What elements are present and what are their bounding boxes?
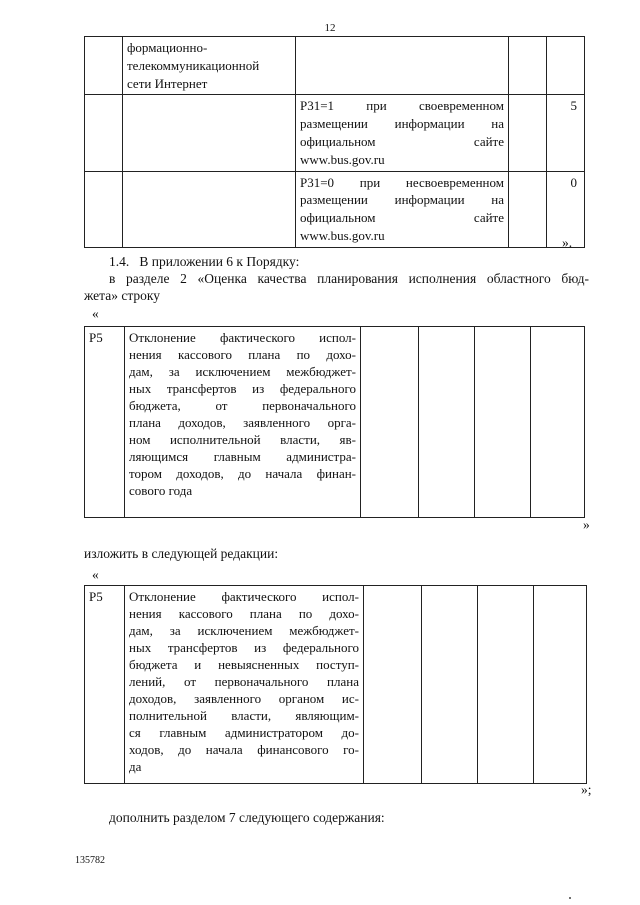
table-cell <box>85 327 125 518</box>
table-row <box>85 37 585 95</box>
score-value: 0 <box>570 174 577 190</box>
closing-quote: ». <box>562 235 573 250</box>
criterion-name-text: формационно- телекоммуникационной сети Интернет <box>127 40 260 91</box>
page-number: 12 <box>324 22 336 34</box>
table-cell <box>422 586 478 784</box>
table-cell <box>296 37 509 95</box>
indicator-description: Отклонение фактического испол- нения кассового плана по дохо- дам, за исключением межбюджет- ных трансфертов из федерального бюджета, от первоначального плана доходов, заявленного орга- ном исполнительной власти, яв- ляющимся главным администра- тором доходов, до начала финан- сового года <box>129 330 356 498</box>
current-wording-table <box>84 326 585 518</box>
table-row <box>85 586 587 784</box>
table-cell <box>123 37 296 95</box>
table-cell <box>534 586 587 784</box>
table-cell <box>475 327 531 518</box>
table-cell <box>296 95 509 171</box>
document-footer-number: 135782 <box>75 855 105 866</box>
table-cell <box>123 95 296 171</box>
indicator-code: Р5 <box>89 330 103 345</box>
paragraph-add-section-7: дополнить разделом 7 следующего содержания: <box>109 810 385 825</box>
indicator-description: Отклонение фактического испол- нения кассового плана по дохо- дам, за исключением межбюджет- ных трансфертов из федерального бюджета и невыясненных поступ- лений, от первоначального плана доходов, заявленного органом ис- полнительной власти, являющим- ся главным администратором до- ходов, до начала финансового го- да <box>129 589 359 774</box>
paragraph-section-2-line-2: жета» строку <box>84 288 160 303</box>
table-cell <box>296 171 509 247</box>
table-cell <box>547 37 585 95</box>
table-cell <box>85 586 125 784</box>
table-cell <box>85 37 123 95</box>
table-cell <box>125 586 364 784</box>
table-cell <box>125 327 361 518</box>
closing-quote: » <box>583 517 590 532</box>
table-cell <box>361 327 419 518</box>
score-value: 5 <box>570 98 577 114</box>
table-cell <box>85 95 123 171</box>
table-cell <box>531 327 585 518</box>
condition-text: Р31=1 при своевременном размещении информации на официальном сайте www.bus.gov.ru <box>300 98 504 167</box>
new-wording-table <box>84 585 587 784</box>
scan-speck <box>569 897 571 899</box>
table-row <box>85 171 585 247</box>
closing-quote: »; <box>581 782 592 797</box>
paragraph-edit: изложить в следующей редакции: <box>84 546 279 561</box>
table-cell <box>364 586 422 784</box>
paragraph-section-2-line-1: в разделе 2 «Оценка качества планирования исполнения областного бюд- <box>109 271 589 286</box>
table-row <box>85 327 585 518</box>
opening-quote: « <box>92 567 99 582</box>
indicator-code: Р5 <box>89 589 103 604</box>
table-cell <box>85 171 123 247</box>
table-cell <box>478 586 534 784</box>
table-row <box>85 95 585 171</box>
table-cell <box>123 171 296 247</box>
paragraph-1-4: 1.4. В приложении 6 к Порядку: <box>109 254 300 269</box>
table-cell <box>547 95 585 171</box>
table-cell <box>509 37 547 95</box>
criteria-table-continuation <box>84 36 585 248</box>
opening-quote: « <box>92 306 99 321</box>
table-cell <box>509 171 547 247</box>
condition-text: Р31=0 при несвоевременном размещении информации на официальном сайте www.bus.gov.ru <box>300 174 504 243</box>
table-cell <box>509 95 547 171</box>
table-cell <box>419 327 475 518</box>
